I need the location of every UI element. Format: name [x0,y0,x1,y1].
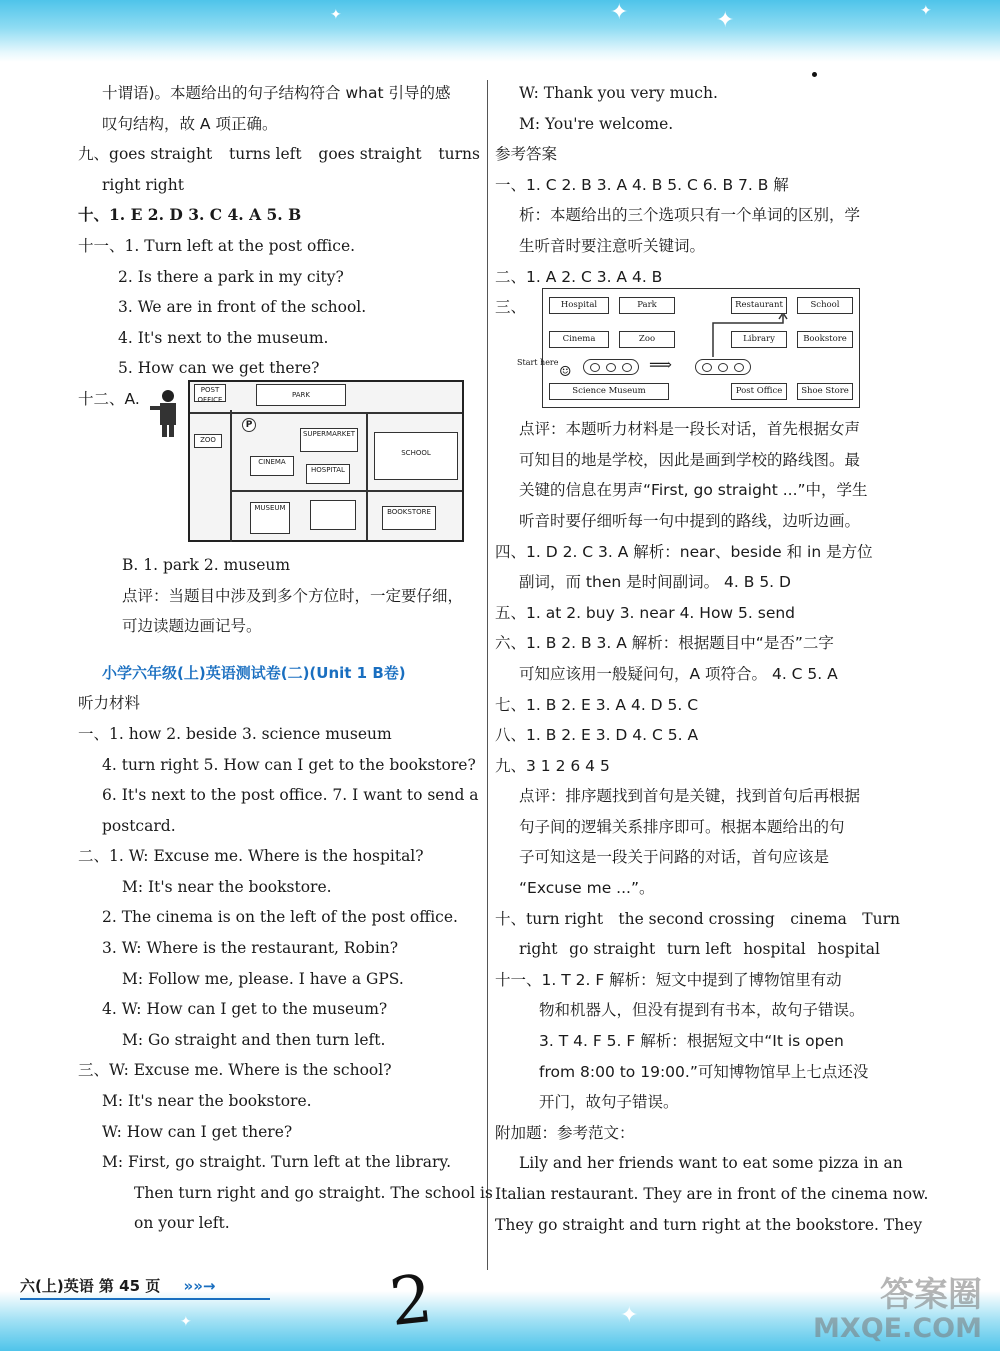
q9-item: turns [438,145,480,164]
a1-line: 一、1. C 2. B 3. A 4. B 5. C 6. B 7. B 解 [495,175,789,194]
map-road [366,412,368,540]
diag-zoo: Zoo [619,331,675,348]
route-diagram [495,292,900,414]
comment-line: 可边读题边画记号。 [122,617,262,636]
sparkle-icon: ✦ [620,1303,639,1328]
q12-label: 十二、A. [78,389,140,408]
s2-line: 2. The cinema is on the left of the post office. [102,908,458,927]
diag-library: Library [731,331,787,348]
arrows-icon: »»→ [183,1277,216,1295]
a10-item: turn left [666,940,732,959]
a10-item: the second crossing [618,909,775,928]
q11-item: 4. It's next to the museum. [118,328,329,347]
diag-cinema: Cinema [549,331,609,348]
s3-line: 三、W: Excuse me. Where is the school? [78,1061,392,1080]
road-segment [583,359,639,375]
q11-item: 3. We are in front of the school. [118,298,367,317]
a10-item: go straight [569,940,656,959]
a11-line: 开门，故句子错误。 [539,1093,679,1112]
sparkle-icon: ✦ [920,3,932,19]
q11-line [78,231,480,262]
a10-item: Turn [862,909,900,928]
listening-title: 听力材料 [78,694,141,713]
a10-items [526,904,900,935]
a8-line: 八、1. B 2. E 3. D 4. C 5. A [495,726,699,745]
q9-item: goes straight [109,145,213,164]
s3-line: Then turn right and go straight. The school is [134,1183,493,1202]
diag-park: Park [619,297,675,314]
comment9-line: 句子间的逻辑关系排序即可。根据本题给出的句 [519,817,845,836]
a4-line: 四、1. D 2. C 3. A 解析：near、beside 和 in 是方位 [495,542,873,561]
road-segment [695,359,751,375]
diag-hospital: Hospital [549,297,609,314]
a2-line: 二、1. A 2. C 3. A 4. B [495,267,663,286]
a1-line: 析：本题给出的三个选项只有一个单词的区别，学 [519,206,861,225]
city-map [188,380,464,542]
s1-line: 4. turn right 5. How can I get to the bookstore? [102,755,476,774]
a4-line: 副词，而 then 是时间副词。 4. B 5. D [519,573,791,592]
smiley-icon: ☺ [559,364,572,381]
q12-map-figure [78,384,480,550]
diag-post-office: Post Office [731,383,787,400]
a3-label: 三、 [495,298,527,317]
map-supermarket: SUPERMARKET [300,428,358,452]
map-hospital: HOSPITAL [306,464,350,484]
essay-line: Italian restaurant. They are in front of the cinema now. [495,1185,929,1203]
s2-line: M: Go straight and then turn left. [122,1030,386,1049]
sparkle-icon: ✦ [180,1314,192,1330]
q9-items [109,139,480,170]
q11-item: 1. Turn left at the post office. [124,236,356,255]
right-column [495,78,929,1240]
a1-line: 生听音时要注意听关键词。 [519,236,706,255]
map-bookstore: BOOKSTORE [382,506,436,530]
sparkle-icon: ✦ [716,8,735,33]
handwritten-mark: 2 [386,1260,436,1341]
column-divider [487,80,488,1270]
diag-restaurant: Restaurant [731,297,787,314]
a6-line: 六、1. B 2. B 3. A 解析：根据题目中“是否”二字 [495,634,834,653]
map-road [230,490,462,492]
a10-line [495,904,900,935]
comment9-line: “Excuse me ...”。 [519,879,655,898]
text-line: 叹句结构，故 A 项正确。 [102,114,278,133]
map-building [310,500,356,530]
map-park: PARK [256,384,346,406]
s1-line: 一、1. how 2. beside 3. science museum [78,724,392,743]
map-road [190,412,462,414]
s1-line: 6. It's next to the post office. 7. I want to send a [102,786,479,805]
s2-line: M: Follow me, please. I have a GPS. [122,969,404,988]
a10-item: turn right [526,909,604,928]
s2-line: 3. W: Where is the restaurant, Robin? [102,939,399,958]
person-icon [148,388,184,438]
page-number: 45 [119,1277,141,1295]
map-road [230,410,232,542]
a9-line: 九、3 1 2 6 4 5 [495,756,610,775]
a5-line: 五、1. at 2. buy 3. near 4. How 5. send [495,603,796,622]
s3-line: W: How can I get there? [102,1122,293,1141]
s3-line: on your left. [134,1214,230,1233]
q9-line2: right right [102,175,184,194]
footer-rule [20,1298,270,1300]
diag-shoe-store: Shoe Store [797,383,853,400]
ink-dot [812,72,817,77]
a6-line: 可知应该用一般疑问句，A 项符合。 4. C 5. A [519,664,838,683]
a10-line2 [495,934,900,965]
a10-item: cinema [790,909,847,928]
comment-line [78,581,480,612]
comment-text: 点评：当题目中涉及到多个方位时，一定要仔细， [122,586,464,605]
essay-line: Lily and her friends want to eat some pizza in an [519,1154,903,1173]
comment3-line: 可知目的地是学校，因此是画到学校的路线图。最 [519,450,861,469]
q11-label: 十一、 [78,236,125,255]
s2-line: 4. W: How can I get to the museum? [102,1000,388,1019]
map-school: SCHOOL [374,432,458,480]
s3-line: M: It's near the bookstore. [102,1092,312,1111]
dialogue-line: W: Thank you very much. [519,84,718,102]
footer-suffix: 页 [145,1277,161,1295]
s2-line: M: It's near the bookstore. [122,877,332,896]
comment3-line: 关键的信息在男声“First, go straight ...”中，学生 [519,481,868,500]
a11-line: 3. T 4. F 5. F 解析：根据短文中“It is open [539,1032,844,1051]
q12b-line: B. 1. park 2. museum [122,555,291,574]
q9-label: 九、 [78,145,110,164]
q9-item: turns left [229,145,302,164]
comment3-line: 听音时要仔细听每一句中提到的路线，边听边画。 [519,511,861,530]
q11-item: 2. Is there a park in my city? [118,267,344,286]
parking-icon: P [242,418,256,432]
comment3-line: 点评：本题听力材料是一段长对话，首先根据女声 [519,420,861,439]
watermark [813,1276,982,1344]
watermark-url: MXQE.COM [813,1313,982,1344]
q9-line [78,139,480,170]
essay-line: They go straight and turn right at the bookstore. They [495,1215,923,1234]
a10-item: right [519,940,558,959]
a11-line: 物和机器人，但没有提到有书本，故句子错误。 [539,1001,865,1020]
section-title: 小学六年级(上)英语测试卷(二)(Unit 1 B卷) [102,663,406,682]
q11-item: 5. How can we get there? [118,359,320,378]
start-label: Start here [517,358,559,368]
footer-label: 六(上)英语 第 [20,1277,114,1295]
arrow-right-icon: ⟹ [649,355,672,375]
diag-school: School [797,297,853,314]
a10-label: 十、 [495,909,527,928]
map-post-office: POST OFFICE [194,384,226,402]
s3-line: M: First, go straight. Turn left at the library. [102,1153,452,1172]
a11-line: from 8:00 to 19:00.”可知博物馆早上七点还没 [539,1062,869,1081]
left-column [78,78,493,1239]
route-map [542,288,860,408]
top-decorative-band [0,0,1000,62]
a7-line: 七、1. B 2. E 3. A 4. D 5. C [495,695,699,714]
diag-bookstore: Bookstore [797,331,853,348]
map-museum: MUSEUM [250,502,290,534]
map-cinema: CINEMA [250,456,294,476]
s1-line: postcard. [102,816,176,835]
comment9-line: 点评：排序题找到首句是关键，找到首句后再根据 [519,787,861,806]
diag-science-museum: Science Museum [549,383,669,400]
s2-line: 二、1. W: Excuse me. Where is the hospital? [78,847,424,866]
a11-line: 十一、1. T 2. F 解析：短文中提到了博物馆里有动 [495,970,842,989]
watermark-text: 答案圈 [880,1275,982,1315]
q9-item: goes straight [318,145,422,164]
answers-title: 参考答案 [495,145,558,164]
dialogue-line: M: You're welcome. [519,114,674,133]
map-zoo: ZOO [194,434,222,448]
a10-item: hospital [817,940,880,959]
page-footer [20,1275,215,1296]
extra-title: 附加题：参考范文： [495,1123,635,1142]
sparkle-icon: ✦ [610,0,629,25]
comment9-line: 子可知这是一段关于问路的对话，首句应该是 [519,848,830,867]
sparkle-icon: ✦ [330,7,342,23]
a10-item: hospital [743,940,806,959]
route-arrow-icon [711,313,791,359]
q10-line: 十、1. E 2. D 3. C 4. A 5. B [78,205,302,225]
text-line: 十谓语)。本题给出的句子结构符合 what 引导的感 [102,84,451,102]
